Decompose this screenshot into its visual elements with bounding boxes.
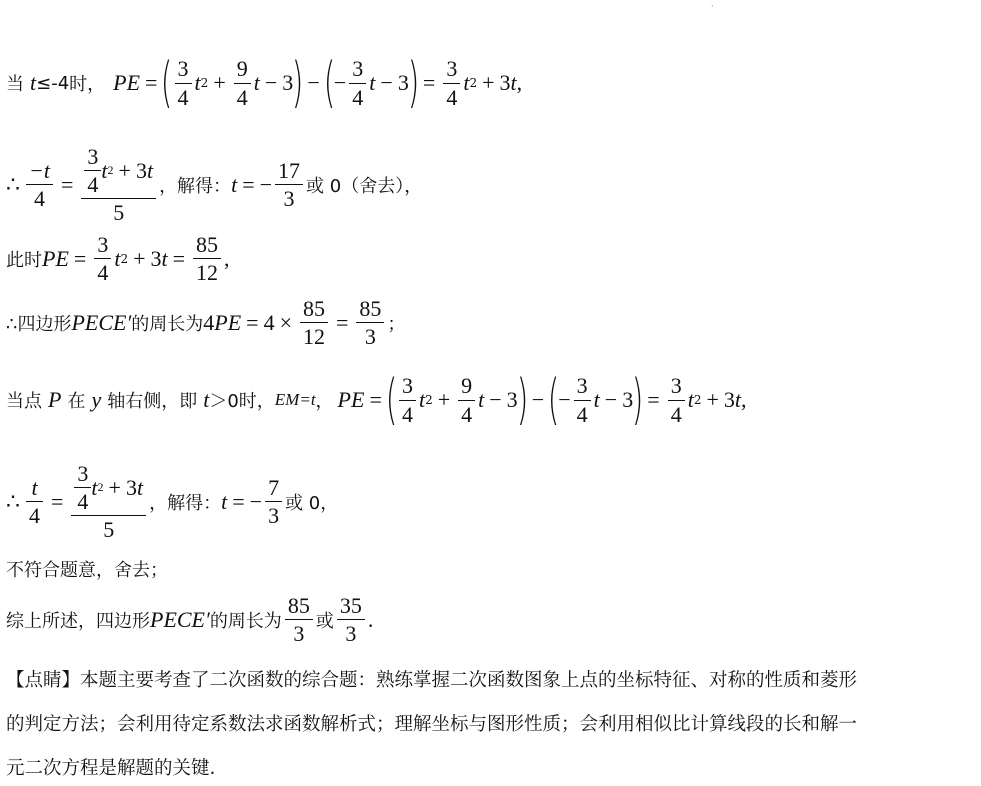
pe: PE	[113, 70, 141, 95]
text: .	[367, 606, 374, 632]
fraction: $\frac{3}{4}$ t 2 + 3 t 5	[81, 145, 156, 224]
text: 或	[315, 610, 334, 632]
comment-line-2: 的判定方法；会利用待定系数法求函数解析式；理解坐标与图形性质；会利用相似比计算线段的长和解一	[6, 714, 858, 735]
stray-mark: ·	[711, 2, 714, 11]
text: 当点	[6, 391, 42, 412]
fraction: $\frac{3}{4}$	[349, 57, 366, 108]
line-5: 当点 P 在 y 轴右侧，即 t ＞0 时， EM=t ， PE = ( $\frac{3}{4}$ t 2 + $\frac{9}{4}$ t − 3 ) − ( − $\frac{3}{4}$ t − 3 ) = $\frac{3}{4}$ t 2 + 3 t ,	[6, 368, 747, 431]
var-y: y	[91, 387, 102, 412]
text: 时，	[69, 74, 106, 95]
text: 在	[67, 391, 86, 412]
fraction: $\frac{3}{4}$	[668, 374, 685, 425]
var-p: P	[48, 387, 62, 412]
fraction: $\frac{3}{4}$	[574, 374, 591, 425]
fraction: $\frac{3}{4}$	[94, 233, 111, 284]
text: 当	[6, 74, 24, 95]
fraction: $\frac{9}{4}$	[234, 57, 251, 108]
text: ∴四边形	[6, 313, 72, 335]
fraction: $\frac{85}{12}$	[300, 297, 328, 348]
text: 或 0（舍去），	[306, 175, 423, 197]
text: 此时	[6, 249, 42, 271]
therefore-icon: ∴	[6, 171, 20, 197]
line-1: 当 t ≤-4 时， PE = ( $\frac{3}{4}$ t 2 + $\frac{9}{4}$ t − 3 ) − ( − $\frac{3}{4}$ t − 3 ) = $\frac{3}{4}$ t 2 + 3 t ,	[6, 51, 523, 114]
fraction: $\frac{9}{4}$	[458, 374, 475, 425]
line-7	[6, 556, 168, 582]
text: 不符合题意，舍去；	[6, 560, 168, 581]
line-3: 此时 PE = $\frac{3}{4}$ t 2 + 3 t = $\frac{85}{12}$ ,	[6, 232, 230, 286]
fraction: $\frac{35}{3}$	[337, 594, 365, 645]
var-t: t	[30, 70, 37, 95]
var-t: t	[203, 387, 210, 412]
text: 的周长为	[131, 313, 204, 335]
fraction: $\frac{3}{4}$	[175, 57, 192, 108]
text: 综上所述，四边形	[6, 610, 150, 632]
fraction: $\frac{7}{3}$	[265, 476, 282, 527]
fraction: $\frac{-t}{4}$	[26, 159, 53, 210]
text: ，解得：	[159, 175, 232, 197]
shape-name: PECE′	[71, 309, 132, 335]
text: ，	[315, 391, 334, 412]
text: ，解得：	[149, 492, 222, 514]
shape-name: PECE′	[150, 606, 210, 632]
fraction: $\frac{3}{4}$ t 2 + 3 t 5	[71, 462, 146, 541]
fraction: $\frac{3}{4}$	[443, 57, 460, 108]
text: 轴右侧，即	[107, 391, 198, 412]
comment-line-1: 【点睛】本题主要考查了二次函数的综合题：熟练掌握二次函数图象上点的坐标特征、对称的性质和菱形	[6, 670, 858, 691]
fraction: $\frac{17}{3}$	[275, 159, 303, 210]
text: ≤-4	[36, 72, 70, 94]
line-6: ∴ $\frac{t}{4}$ = $\frac{3}{4}$ t 2 + 3 t 5 ，解得： t = − $\frac{7}{3}$ 或 0，	[6, 461, 339, 543]
text: 时，	[238, 391, 275, 412]
fraction: $\frac{85}{12}$	[193, 233, 221, 284]
comment-line-3: 元二次方程是解题的关键.	[6, 758, 216, 779]
fraction: $\frac{3}{4}$	[399, 374, 416, 425]
text: ＞0	[209, 391, 239, 412]
fraction: $\frac{85}{3}$	[356, 297, 384, 348]
em-eq: EM=t	[274, 390, 316, 409]
line-4: ∴四边形 PECE′ 的周长为 4 PE = 4 × $\frac{85}{12}$ = $\frac{85}{3}$ ；	[6, 296, 406, 350]
text: 的周长为	[209, 610, 282, 632]
text: 或 0，	[285, 492, 339, 514]
fraction: $\frac{85}{3}$	[285, 594, 313, 645]
therefore-icon: ∴	[6, 488, 20, 514]
fraction: $\frac{t}{4}$	[26, 476, 43, 527]
line-8	[6, 594, 373, 645]
line-2: ∴ $\frac{-t}{4}$ = $\frac{3}{4}$ t 2 + 3 t 5 ，解得： t = − $\frac{17}{3}$ 或 0（舍去），	[6, 144, 423, 226]
